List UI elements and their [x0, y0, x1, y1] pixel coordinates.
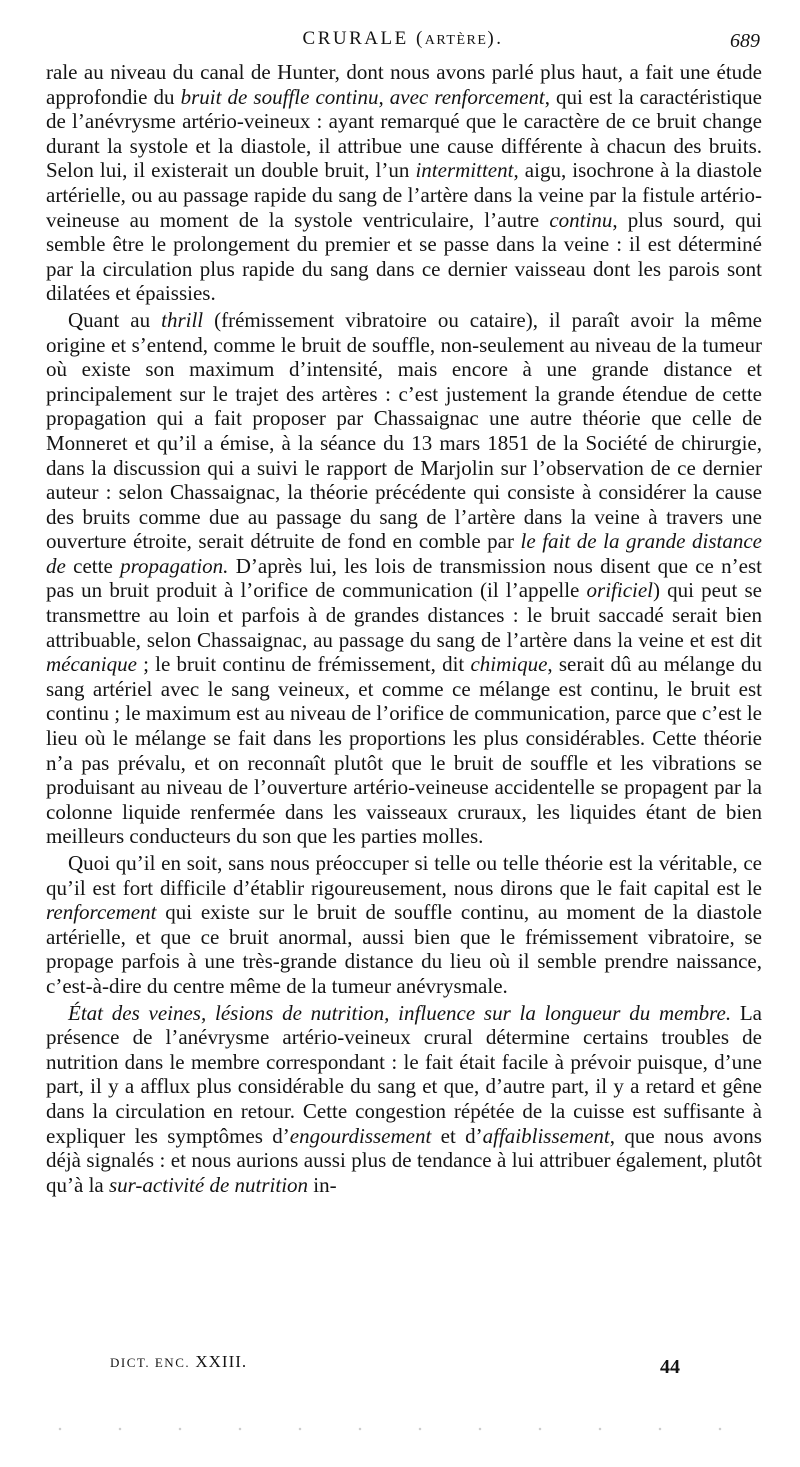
text-run: , que nous avons déjà signalés : et nous aurions aussi plus de tendance à lui attribuer également, plutôt qu’à la [46, 1123, 762, 1197]
italic-run: renforcement [46, 900, 157, 925]
text-run: La présence de l’anévrysme artério-veineux crural détermine certains troubles de nutrition dans le membre correspondant : le fait était facile à prévoir puisque, d’une part, il y a afflux plus considérable du sang et que, d’autre part, il y a retard et gêne dans la circulation en retour. Cette congestion répétée de la cuisse est suffisante à expliquer les symptômes d’ [46, 1000, 762, 1148]
text-run: Quoi qu’il en soit, sans nous préoccuper si telle ou telle théorie est la véritable, ce qu’il est fort difficile d’établir rigoureusement, nous dirons que le fait capital est le [46, 851, 762, 900]
text-run: qui existe sur le bruit de souffle continu, au moment de la diastole artérielle, et que ce bruit anormal, aussi bien que le frémissement vibratoire, se propage parfois à une très-grande distance du lieu où il semble prendre naissance, c’est-à-dire du centre même de la tumeur anévrysmale. [46, 900, 762, 998]
text-run: Quant au [68, 307, 162, 332]
italic-run: propagation. [120, 553, 229, 578]
italic-run: thrill [161, 307, 204, 332]
italic-run: mécanique [46, 652, 137, 677]
italic-run: engourdissement [289, 1123, 432, 1148]
italic-run: affaiblissement [482, 1123, 610, 1148]
running-title-smallcaps: ARTÈRE [424, 33, 488, 48]
italic-run: orificiel [586, 578, 654, 603]
text-run: in- [308, 1172, 337, 1197]
body-text [46, 60, 762, 1197]
text-run: , plus sourd, qui semble être le prolongement du premier et se passe dans la veine : il est déterminé par la circulation plus rapide du sang dans ce dernier vaisseau dont les parois sont dilatées et épaissies. [46, 207, 762, 306]
text-run: et d’ [431, 1123, 483, 1148]
running-title-end: ). [487, 28, 504, 49]
text-run: , serait dû au mélange du sang artériel avec le sang veineux, et comme ce mélange est continu, le bruit est continu ; le maximum est au niveau de l’orifice de communication, parce que c’est le lieu où le mélange se fait dans les proportions les plus considérables. Cette théorie n’a pas prévalu, et on reconnaît plutôt que le bruit de souffle et les vibrations se produisant au niveau de l’ouverture artério-veineuse accidentelle se propagent par la colonne liquide renfermée dans les vaisseaux cruraux, les liquides étant de bien meilleurs conducteurs du son que les parties molles. [46, 652, 763, 849]
signature-volume: XXIII. [195, 1352, 248, 1371]
page-number: 689 [730, 30, 760, 52]
text-run: D’après lui, les lois de transmission nous disent que ce n’est pas un bruit produit à l’orifice de communication (il l’appelle [46, 553, 762, 603]
italic-run: intermittent [415, 158, 514, 183]
running-head [46, 28, 760, 58]
printer-signature [110, 1352, 247, 1372]
sheet-number: 44 [660, 1356, 680, 1378]
italic-run: le fait de la grande distance de [46, 529, 762, 578]
text-run: rale au niveau du canal de Hunter, dont nous avons parlé plus haut, a fait une étude approfondie du [46, 60, 762, 109]
italic-run: bruit de souffle continu, avec renforcement [180, 84, 545, 109]
scan-specks [30, 1427, 770, 1431]
paragraph-1 [46, 60, 762, 306]
text-run: cette [65, 553, 121, 578]
italic-run: État des veines, lésions de nutrition, influence sur la longueur du membre. [68, 1000, 732, 1025]
italic-run: chimique [470, 652, 548, 677]
text-run: ) qui peut se transmettre au loin et parfois à de grandes distances : le bruit saccadé serait bien attribuable, selon Chassaignac, au passage du sang de l’artère dans la veine et est dit [46, 578, 762, 652]
text-run: ; le bruit continu de frémissement, dit [136, 652, 471, 677]
signature-abbrev: DICT. ENC. [110, 1355, 191, 1370]
page-footer [110, 1350, 680, 1380]
paragraph-3 [46, 851, 762, 999]
running-title-main: CRURALE ( [302, 28, 425, 49]
text-run: , qui est la caractéristique de l’anévrysme artério-veineux : ayant remarqué que le caractère de ce bruit change durant la systole et la diastole, il attribue une cause différente à chacun des bruits. Selon lui, il existerait un double bruit, l’un [46, 84, 763, 183]
running-title [46, 28, 760, 50]
italic-run: continu [549, 207, 613, 232]
italic-run: sur-activité de nutrition [108, 1172, 309, 1197]
text-run: , aigu, isochrone à la diastole artérielle, ou au passage rapide du sang de l’artère dans la veine par la fistule artério-veineuse au moment de la systole ventriculaire, l’autre [46, 158, 762, 232]
paragraph-4 [46, 1001, 762, 1198]
paragraph-2 [46, 308, 762, 849]
text-run: (frémissement vibratoire ou cataire), il paraît avoir la même origine et s’entend, comme le bruit de souffle, non-seulement au niveau de la tumeur où existe son maximum d’intensité, mais encore à une grande distance et principalement sur le trajet des artères : c’est justement la grande étendue de cette propagation qui a fait proposer par Chassaignac une autre théorie que celle de Monneret et qu’il a émise, à la séance du 13 mars 1851 de la Société de chirurgie, dans la discussion qui a suivi le rapport de Marjolin sur l’observation de ce dernier auteur : selon Chassaignac, la théorie précédente qui consiste à considérer la cause des bruits comme due au passage du sang de l’artère dans la veine à travers une ouverture étroite, serait détruite de fond en comble par [46, 307, 762, 554]
